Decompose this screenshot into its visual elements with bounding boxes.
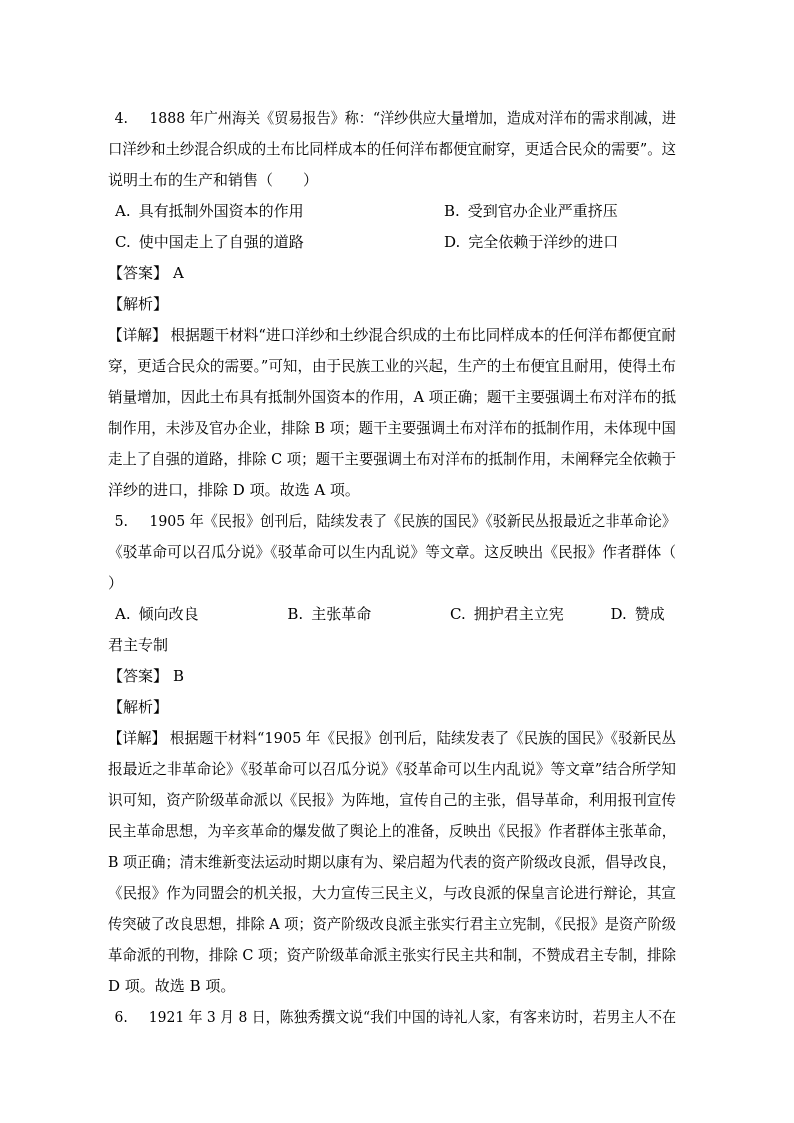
question-4-stem-line [108, 103, 676, 134]
question-5-detail-line [108, 723, 676, 754]
answer-value: A [173, 264, 184, 282]
question-4-detail-line [108, 320, 676, 351]
option-c [115, 233, 304, 251]
question-stem-text: 《驳革命可以召瓜分说》《驳革命可以生内乱说》等文章。这反映出《民报》作者群体（ [108, 543, 676, 561]
detail-text: 报最近之非革命论》《驳革命可以召瓜分说》《驳革命可以生内乱说》等文章”结合所学知 [108, 760, 676, 778]
option-label: B. [287, 605, 304, 623]
question-5-stem-line [108, 537, 676, 568]
option-label: A. [115, 202, 131, 220]
option-label: A. [115, 605, 131, 623]
question-5-detail-line [108, 847, 676, 878]
detail-text: 走上了自强的道路，排除 C 项；题干主要强调土布对洋布的抵制作用，未阐释完全依赖于 [108, 450, 676, 468]
detail-text: D 项。故选 B 项。 [108, 977, 236, 995]
question-5-detail-line [108, 971, 676, 1002]
option-label: D. [444, 233, 461, 251]
detail-text: 制作用，未涉及官办企业，排除 B 项；题干主要强调土布对洋布的抵制作用，未体现中国 [108, 419, 676, 437]
question-5-detail-line [108, 754, 676, 785]
answer-label: 【答案】 [108, 264, 169, 282]
question-number: 6. [114, 1008, 128, 1026]
option-label: D. [610, 605, 627, 623]
question-stem-text: 口洋纱和土纱混合织成的土布比同样成本的任何洋布都便宜耐穿，更适合民众的需要”。这 [108, 140, 676, 158]
question-5-detail-line [108, 909, 676, 940]
option-text: 具有抵制外国资本的作用 [138, 202, 304, 220]
detail-text: B 项正确；清末维新变法运动时期以康有为、梁启超为代表的资产阶级改良派，倡导改良， [108, 853, 676, 871]
detail-text: 销量增加，因此土布具有抵制外国资本的作用，A 项正确；题干主要强调土布对洋布的抵 [108, 388, 676, 406]
question-5-options-row [108, 599, 676, 661]
question-4-options-row [108, 196, 676, 227]
detail-text: 《民报》作为同盟会的机关报，大力宣传三民主义，与改良派的保皇言论进行辩论，其宣 [108, 884, 676, 902]
analysis-label: 【解析】 [108, 295, 169, 313]
document-content [108, 103, 676, 1033]
question-stem-text: 1888 年广州海关《贸易报告》称：“洋纱供应大量增加，造成对洋布的需求削减，进 [149, 109, 676, 127]
option-d [444, 227, 618, 258]
question-stem-text: 说明土布的生产和销售（ ） [108, 171, 319, 189]
option-b [444, 196, 618, 227]
question-6-stem-line [108, 1002, 676, 1033]
question-stem-text: ） [108, 574, 124, 592]
analysis-label: 【解析】 [108, 698, 169, 716]
detail-text: 民主革命思想，为辛亥革命的爆发做了舆论上的准备，反映出《民报》作者群体主张革命， [108, 822, 676, 840]
option-a [115, 202, 304, 220]
option-text: 拥护君主立宪 [473, 605, 564, 623]
option-text: 完全依赖于洋纱的进口 [468, 233, 619, 251]
question-4-detail-line [108, 444, 676, 475]
question-5-stem-line [108, 506, 676, 537]
detail-text: 洋纱的进口，排除 D 项。故选 A 项。 [108, 481, 360, 499]
question-4-stem-line [108, 134, 676, 165]
question-5-analysis-line [108, 692, 676, 723]
question-4-analysis-line [108, 289, 676, 320]
option-text: 倾向改良 [138, 605, 199, 623]
question-4-detail-line [108, 413, 676, 444]
question-4-answer-line [108, 258, 676, 289]
question-number: 4. [114, 109, 129, 127]
detail-text: 识可知，资产阶级革命派以《民报》为阵地，宣传自己的主张，倡导革命，利用报刊宣传 [108, 791, 676, 809]
question-5-stem-line [108, 568, 676, 599]
option-text: 使中国走上了自强的道路 [138, 233, 304, 251]
option-label: C. [115, 233, 131, 251]
option-b [287, 605, 371, 623]
question-5-detail-line [108, 878, 676, 909]
option-label: B. [444, 202, 460, 220]
question-5-answer-line [108, 661, 676, 692]
option-c [450, 605, 564, 623]
question-stem-text: 1905 年《民报》创刊后，陆续发表了《民族的国民》《驳新民丛报最近之非革命论》 [149, 512, 677, 530]
question-5-detail-line [108, 785, 676, 816]
question-4-detail-line [108, 351, 676, 382]
question-number: 5. [114, 512, 129, 530]
detail-text: 穿，更适合民众的需要。”可知，由于民族工业的兴起，生产的土布便宜且耐用，使得土布 [108, 357, 676, 375]
question-4-detail-line [108, 382, 676, 413]
option-text: 赞成君主专制 [108, 605, 665, 654]
option-text: 主张革命 [311, 605, 372, 623]
question-stem-text: 1921 年 3 月 8 日，陈独秀撰文说“我们中国的诗礼人家，有客来访时，若男主人不在 [148, 1008, 676, 1026]
question-4-detail-line [108, 475, 676, 506]
answer-label: 【答案】 [108, 667, 169, 685]
detail-text: 根据题干材料“1905 年《民报》创刊后，陆续发表了《民族的国民》《驳新民丛 [169, 729, 677, 747]
question-5-detail-line [108, 816, 676, 847]
detail-label: 【详解】 [108, 326, 167, 344]
option-label: C. [450, 605, 466, 623]
answer-value: B [173, 667, 185, 685]
detail-text: 传突破了改良思想，排除 A 项；资产阶级改良派主张实行君主立宪制，《民报》是资产阶级 [108, 915, 676, 933]
option-text: 受到官办企业严重挤压 [467, 202, 618, 220]
question-5-detail-line [108, 940, 676, 971]
option-a [115, 605, 199, 623]
detail-text: 革命派的刊物，排除 C 项；资产阶级革命派主张实行民主共和制，不赞成君主专制，排除 [108, 946, 676, 964]
question-4-stem-line [108, 165, 676, 196]
question-4-options-row [108, 227, 676, 258]
detail-text: 根据题干材料“进口洋纱和土纱混合织成的土布比同样成本的任何洋布都便宜耐 [170, 326, 676, 344]
detail-label: 【详解】 [108, 729, 167, 747]
